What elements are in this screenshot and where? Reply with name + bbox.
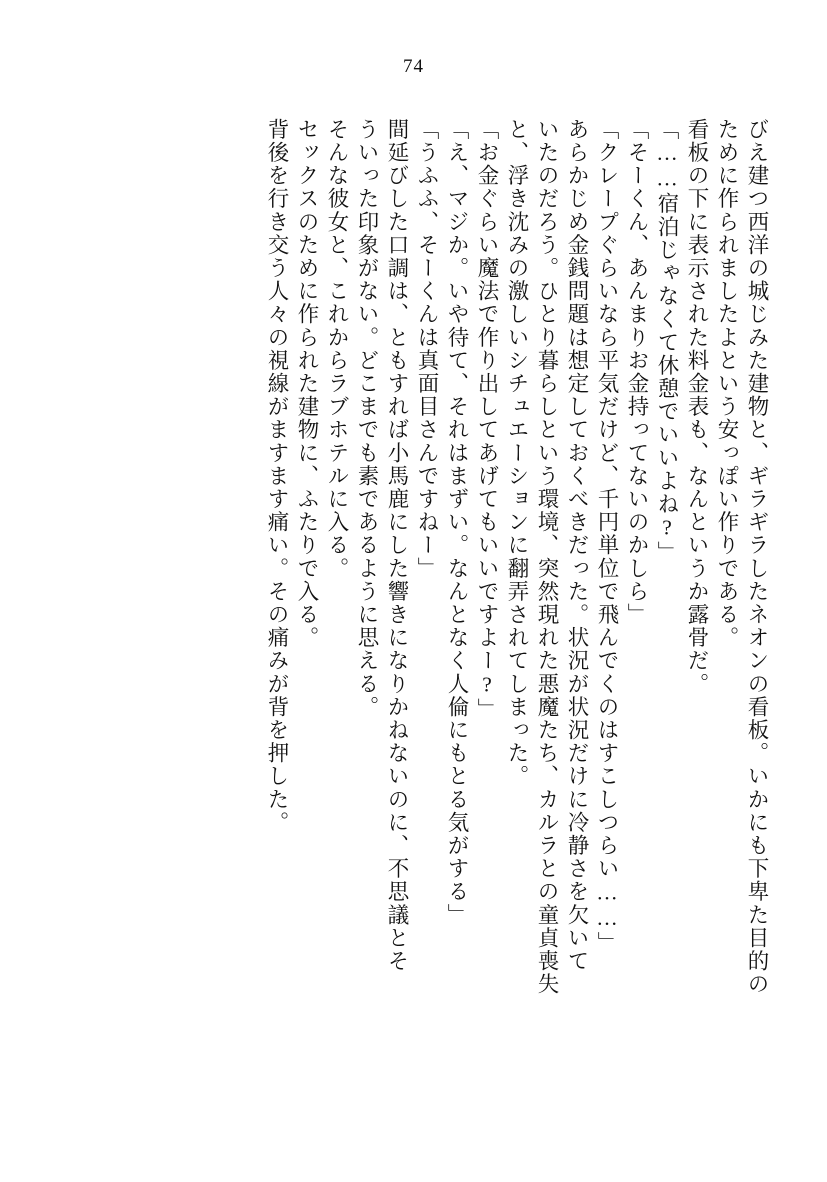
text-line: 背後を行き交う人々の視線がますます痛い。その痛みが背を押した。 [265,118,289,835]
text-line: 「お金ぐらい魔法で作り出してあげてもいいですよー?」 [475,118,499,722]
page-number: 74 [403,56,424,77]
text-line: 看板の下に表示された料金表も、なんというか露骨だ。 [685,118,709,696]
text-line: びえ建つ西洋の城じみた建物と、ギラギラしたネオンの看板。いかにも下卑た目的の [745,118,769,996]
text-line: 「そーくん、あんまりお金持ってないのかしら」 [625,118,649,627]
text-line: セックスのために作られた建物に、ふたりで入る。 [295,118,319,650]
text-line: 間延びした口調は、ともすれば小馬鹿にした響きになりかねないのに、不思議とそ [385,118,409,973]
text-line: と、浮き沈みの激しいシチュエーションに翻弄されてしまった。 [505,118,529,788]
text-line: 「え、マジか。いや待て、それはまずい。なんとなく人倫にもとる気がする」 [445,118,469,927]
text-line: そんな彼女と、これからラブホテルに入る。 [325,118,349,580]
text-line: 「……宿泊じゃなくて休憩でいいよね?」 [655,118,679,565]
text-line: ために作られましたよという安っぽい作りである。 [715,118,739,650]
text-line: 「うふふ、そーくんは真面目さんですねー」 [415,118,439,580]
text-line: 「クレープぐらいなら平気だけど、千円単位で飛んでくのはすこしつらい……」 [595,118,619,955]
text-line: ういった印象がない。どこまでも素であるように思える。 [355,118,379,719]
text-line: あらかじめ金銭問題は想定しておくべきだった。状況が状況だけに冷静さを欠いて [565,118,589,973]
vertical-text-block [60,118,767,1118]
text-line: いたのだろう。ひとり暮らしという環境、突然現れた悪魔たち、カルラとの童貞喪失 [535,118,559,996]
